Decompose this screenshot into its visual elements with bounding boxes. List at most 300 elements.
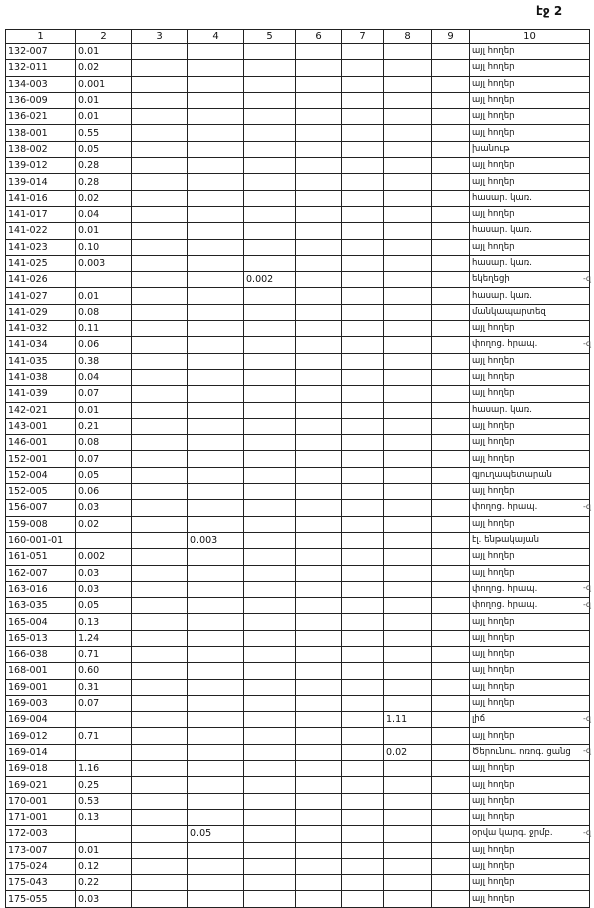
cell-col-7: [342, 386, 384, 402]
cell-col-8: [384, 809, 432, 825]
cell-col-6: [296, 418, 342, 434]
table-row: [6, 223, 590, 239]
cell-col-10: այլ հողեր: [470, 76, 590, 92]
cell-col-7: [342, 174, 384, 190]
column-header-5: 5: [244, 30, 296, 44]
cell-col-9: [432, 565, 470, 581]
cell-col-7: [342, 109, 384, 125]
cell-col-5: [244, 109, 296, 125]
table-row: [6, 695, 590, 711]
cell-col-2: 0.01: [76, 842, 132, 858]
cell-col-2: 0.25: [76, 777, 132, 793]
side-mark: -զ: [583, 827, 591, 837]
cell-col-9: [432, 337, 470, 353]
cell-col-1: 132-011: [6, 60, 76, 76]
cell-col-1: 173-007: [6, 842, 76, 858]
cell-col-3: [132, 500, 188, 516]
cell-col-8: [384, 255, 432, 271]
cell-col-2: 0.13: [76, 809, 132, 825]
cell-col-4: [188, 777, 244, 793]
cell-col-4: [188, 272, 244, 288]
cell-col-2: 0.01: [76, 109, 132, 125]
cell-col-1: 165-004: [6, 614, 76, 630]
cell-col-6: [296, 712, 342, 728]
cell-col-7: [342, 777, 384, 793]
cell-col-7: [342, 826, 384, 842]
cell-col-1: 160-001-01: [6, 532, 76, 548]
cell-col-9: [432, 304, 470, 320]
side-mark: -զ: [583, 583, 591, 593]
table-row: [6, 549, 590, 565]
cell-col-3: [132, 206, 188, 222]
cell-col-3: [132, 337, 188, 353]
cell-col-10: այլ հողեր: [470, 761, 590, 777]
table-row: [6, 353, 590, 369]
cell-col-5: [244, 418, 296, 434]
cell-col-7: [342, 451, 384, 467]
cell-col-2: 0.001: [76, 76, 132, 92]
cell-col-8: [384, 239, 432, 255]
cell-col-7: [342, 467, 384, 483]
cell-col-9: [432, 44, 470, 60]
cell-col-7: [342, 875, 384, 891]
cell-col-7: [342, 809, 384, 825]
cell-col-3: [132, 614, 188, 630]
table-row: [6, 44, 590, 60]
cell-col-5: [244, 467, 296, 483]
cell-col-7: [342, 532, 384, 548]
cell-col-8: [384, 272, 432, 288]
table-row: [6, 190, 590, 206]
cell-col-9: [432, 239, 470, 255]
cell-col-5: [244, 581, 296, 597]
cell-col-2: 0.04: [76, 206, 132, 222]
cell-col-1: 142-021: [6, 402, 76, 418]
cell-col-3: [132, 875, 188, 891]
cell-col-9: [432, 777, 470, 793]
cell-col-6: [296, 532, 342, 548]
cell-col-1: 143-001: [6, 418, 76, 434]
cell-col-7: [342, 500, 384, 516]
cell-col-8: [384, 141, 432, 157]
cell-col-10: այլ հողեր: [470, 679, 590, 695]
cell-col-4: [188, 337, 244, 353]
cell-col-4: [188, 484, 244, 500]
cell-col-3: [132, 141, 188, 157]
cell-col-1: 139-014: [6, 174, 76, 190]
cell-col-5: [244, 239, 296, 255]
cell-col-9: [432, 826, 470, 842]
cell-col-5: [244, 141, 296, 157]
cell-col-8: [384, 581, 432, 597]
cell-col-3: [132, 369, 188, 385]
cell-col-7: [342, 44, 384, 60]
cell-col-1: 161-051: [6, 549, 76, 565]
cell-col-6: [296, 614, 342, 630]
cell-col-5: [244, 516, 296, 532]
cell-col-3: [132, 435, 188, 451]
cell-col-10: այլ հողեր: [470, 875, 590, 891]
cell-col-9: [432, 679, 470, 695]
cell-col-6: [296, 369, 342, 385]
cell-col-9: [432, 663, 470, 679]
cell-col-9: [432, 484, 470, 500]
cell-col-9: [432, 125, 470, 141]
cell-col-10: հասար. կառ.: [470, 402, 590, 418]
cell-col-6: [296, 288, 342, 304]
cell-col-6: [296, 337, 342, 353]
cell-col-9: [432, 60, 470, 76]
cell-col-10: այլ հողեր: [470, 125, 590, 141]
cell-col-4: [188, 386, 244, 402]
cell-col-5: [244, 386, 296, 402]
cell-col-4: [188, 549, 244, 565]
cell-col-6: [296, 44, 342, 60]
cell-col-1: 141-032: [6, 321, 76, 337]
cell-col-8: [384, 467, 432, 483]
cell-col-3: [132, 386, 188, 402]
cell-col-5: [244, 809, 296, 825]
cell-col-8: [384, 386, 432, 402]
table-row: [6, 467, 590, 483]
cell-col-3: [132, 484, 188, 500]
cell-col-6: [296, 206, 342, 222]
cell-col-3: [132, 712, 188, 728]
cell-col-2: [76, 826, 132, 842]
cell-col-9: [432, 695, 470, 711]
cell-col-9: [432, 891, 470, 907]
cell-col-2: 0.03: [76, 581, 132, 597]
cell-col-1: 141-038: [6, 369, 76, 385]
cell-col-2: 0.07: [76, 695, 132, 711]
cell-col-2: 0.01: [76, 402, 132, 418]
cell-col-7: [342, 646, 384, 662]
cell-col-3: [132, 321, 188, 337]
cell-col-3: [132, 76, 188, 92]
cell-col-8: [384, 500, 432, 516]
column-header-9: 9: [432, 30, 470, 44]
cell-col-4: [188, 223, 244, 239]
cell-col-10: այլ հողեր: [470, 369, 590, 385]
cell-col-9: [432, 532, 470, 548]
cell-col-4: [188, 288, 244, 304]
cell-col-3: [132, 826, 188, 842]
cell-col-10: այլ հողեր: [470, 565, 590, 581]
cell-col-8: [384, 484, 432, 500]
cell-col-1: 156-007: [6, 500, 76, 516]
cell-col-6: [296, 125, 342, 141]
cell-col-5: [244, 223, 296, 239]
cell-col-8: [384, 369, 432, 385]
cell-col-10: այլ հողեր: [470, 158, 590, 174]
cell-col-7: [342, 761, 384, 777]
cell-col-8: [384, 223, 432, 239]
cell-col-4: [188, 630, 244, 646]
cell-col-8: [384, 76, 432, 92]
table-row: [6, 239, 590, 255]
cell-col-2: 0.21: [76, 418, 132, 434]
cell-col-4: [188, 451, 244, 467]
cell-col-4: [188, 174, 244, 190]
cell-col-10: այլ հողեր: [470, 435, 590, 451]
land-parcels-table: [5, 29, 590, 908]
side-mark: -զ: [583, 338, 591, 348]
cell-col-1: 159-008: [6, 516, 76, 532]
cell-col-6: [296, 809, 342, 825]
cell-col-7: [342, 858, 384, 874]
table-row: [6, 321, 590, 337]
cell-col-4: [188, 842, 244, 858]
cell-col-6: [296, 630, 342, 646]
cell-col-7: [342, 76, 384, 92]
cell-col-9: [432, 418, 470, 434]
cell-col-4: [188, 809, 244, 825]
cell-col-8: [384, 451, 432, 467]
table-row: [6, 76, 590, 92]
cell-col-7: [342, 516, 384, 532]
cell-col-8: 1.11: [384, 712, 432, 728]
cell-col-2: 0.28: [76, 158, 132, 174]
table-row: [6, 646, 590, 662]
cell-col-6: [296, 549, 342, 565]
cell-col-3: [132, 761, 188, 777]
cell-col-6: [296, 272, 342, 288]
cell-col-6: [296, 598, 342, 614]
cell-col-8: [384, 646, 432, 662]
cell-col-5: [244, 125, 296, 141]
cell-col-8: [384, 663, 432, 679]
cell-col-2: 0.02: [76, 516, 132, 532]
cell-col-5: [244, 337, 296, 353]
cell-col-7: [342, 712, 384, 728]
cell-col-5: [244, 255, 296, 271]
cell-col-1: 136-009: [6, 92, 76, 108]
cell-col-2: [76, 532, 132, 548]
cell-col-3: [132, 565, 188, 581]
cell-col-1: 141-027: [6, 288, 76, 304]
cell-col-2: 0.01: [76, 223, 132, 239]
cell-col-5: [244, 695, 296, 711]
cell-col-1: 152-001: [6, 451, 76, 467]
cell-col-10: այլ հողեր: [470, 109, 590, 125]
cell-col-3: [132, 190, 188, 206]
cell-col-2: 0.02: [76, 60, 132, 76]
cell-col-5: [244, 826, 296, 842]
table-row: [6, 272, 590, 288]
cell-col-5: [244, 630, 296, 646]
cell-col-2: 0.31: [76, 679, 132, 695]
cell-col-5: [244, 761, 296, 777]
cell-col-3: [132, 272, 188, 288]
cell-col-3: [132, 777, 188, 793]
cell-col-10: այլ հողեր: [470, 646, 590, 662]
table-row: [6, 288, 590, 304]
cell-col-9: [432, 386, 470, 402]
cell-col-6: [296, 858, 342, 874]
cell-col-6: [296, 467, 342, 483]
cell-col-10: այլ հողեր: [470, 614, 590, 630]
cell-col-10: փողոց. հրապ.: [470, 598, 590, 614]
cell-col-8: [384, 549, 432, 565]
cell-col-4: [188, 728, 244, 744]
cell-col-1: 132-007: [6, 44, 76, 60]
cell-col-5: [244, 288, 296, 304]
cell-col-3: [132, 809, 188, 825]
cell-col-6: [296, 484, 342, 500]
cell-col-4: [188, 255, 244, 271]
table-row: [6, 402, 590, 418]
cell-col-9: [432, 809, 470, 825]
cell-col-8: [384, 288, 432, 304]
side-mark: -զ: [583, 713, 591, 723]
cell-col-8: [384, 630, 432, 646]
cell-col-4: [188, 565, 244, 581]
cell-col-10: այլ հողեր: [470, 516, 590, 532]
cell-col-4: [188, 875, 244, 891]
table-row: [6, 337, 590, 353]
cell-col-10: այլ հողեր: [470, 695, 590, 711]
cell-col-10: հասար. կառ.: [470, 190, 590, 206]
cell-col-3: [132, 891, 188, 907]
cell-col-8: [384, 826, 432, 842]
cell-col-9: [432, 158, 470, 174]
page-number: էջ 2: [536, 4, 563, 18]
cell-col-9: [432, 288, 470, 304]
cell-col-8: [384, 435, 432, 451]
cell-col-1: 141-039: [6, 386, 76, 402]
table-row: [6, 614, 590, 630]
cell-col-1: 141-029: [6, 304, 76, 320]
cell-col-9: [432, 76, 470, 92]
table-row: [6, 581, 590, 597]
cell-col-1: 141-022: [6, 223, 76, 239]
cell-col-8: [384, 402, 432, 418]
cell-col-2: 0.01: [76, 92, 132, 108]
cell-col-2: 0.02: [76, 190, 132, 206]
cell-col-9: [432, 255, 470, 271]
cell-col-9: [432, 744, 470, 760]
cell-col-2: 0.71: [76, 728, 132, 744]
cell-col-6: [296, 875, 342, 891]
table-row: [6, 109, 590, 125]
cell-col-2: 0.002: [76, 549, 132, 565]
cell-col-10: Ծերունու. ոռոգ. ցանց: [470, 744, 590, 760]
cell-col-9: [432, 728, 470, 744]
cell-col-7: [342, 190, 384, 206]
cell-col-1: 134-003: [6, 76, 76, 92]
cell-col-5: [244, 646, 296, 662]
cell-col-1: 152-005: [6, 484, 76, 500]
cell-col-6: [296, 728, 342, 744]
cell-col-8: [384, 337, 432, 353]
cell-col-9: [432, 321, 470, 337]
cell-col-4: [188, 467, 244, 483]
cell-col-3: [132, 402, 188, 418]
cell-col-5: [244, 793, 296, 809]
table-row: [6, 60, 590, 76]
cell-col-2: 0.03: [76, 565, 132, 581]
cell-col-6: [296, 663, 342, 679]
cell-col-6: [296, 777, 342, 793]
cell-col-4: [188, 679, 244, 695]
cell-col-2: 0.55: [76, 125, 132, 141]
cell-col-10: խանութ: [470, 141, 590, 157]
cell-col-5: [244, 712, 296, 728]
cell-col-10: գյուղապետարան: [470, 467, 590, 483]
cell-col-2: 0.03: [76, 891, 132, 907]
cell-col-6: [296, 695, 342, 711]
table-row: [6, 793, 590, 809]
cell-col-3: [132, 842, 188, 858]
table-row: [6, 435, 590, 451]
cell-col-2: 0.13: [76, 614, 132, 630]
cell-col-2: 0.05: [76, 598, 132, 614]
cell-col-7: [342, 223, 384, 239]
cell-col-5: [244, 369, 296, 385]
cell-col-3: [132, 174, 188, 190]
cell-col-10: հասար. կառ.: [470, 288, 590, 304]
cell-col-4: [188, 858, 244, 874]
table-row: [6, 125, 590, 141]
cell-col-6: [296, 451, 342, 467]
cell-col-5: [244, 321, 296, 337]
cell-col-2: 0.12: [76, 858, 132, 874]
cell-col-1: 175-055: [6, 891, 76, 907]
cell-col-3: [132, 467, 188, 483]
cell-col-3: [132, 92, 188, 108]
cell-col-2: 1.24: [76, 630, 132, 646]
cell-col-1: 175-024: [6, 858, 76, 874]
cell-col-9: [432, 206, 470, 222]
cell-col-3: [132, 44, 188, 60]
cell-col-9: [432, 581, 470, 597]
table-row: [6, 418, 590, 434]
table-body: [6, 44, 590, 908]
cell-col-1: 139-012: [6, 158, 76, 174]
cell-col-4: [188, 614, 244, 630]
cell-col-2: 0.28: [76, 174, 132, 190]
side-mark: -զ: [583, 746, 591, 756]
cell-col-2: 0.07: [76, 451, 132, 467]
cell-col-5: [244, 190, 296, 206]
cell-col-10: փողոց. հրապ.: [470, 500, 590, 516]
cell-col-1: 169-004: [6, 712, 76, 728]
column-header-7: 7: [342, 30, 384, 44]
cell-col-1: 162-007: [6, 565, 76, 581]
cell-col-3: [132, 418, 188, 434]
cell-col-8: [384, 532, 432, 548]
table-row: [6, 809, 590, 825]
cell-col-4: [188, 646, 244, 662]
cell-col-3: [132, 451, 188, 467]
cell-col-5: [244, 435, 296, 451]
cell-col-3: [132, 630, 188, 646]
cell-col-6: [296, 516, 342, 532]
cell-col-9: [432, 858, 470, 874]
cell-col-3: [132, 60, 188, 76]
cell-col-1: 138-002: [6, 141, 76, 157]
cell-col-3: [132, 304, 188, 320]
cell-col-9: [432, 646, 470, 662]
cell-col-1: 146-001: [6, 435, 76, 451]
cell-col-10: այլ հողեր: [470, 451, 590, 467]
table-row: [6, 761, 590, 777]
cell-col-7: [342, 891, 384, 907]
cell-col-1: 141-026: [6, 272, 76, 288]
cell-col-4: [188, 190, 244, 206]
cell-col-5: [244, 402, 296, 418]
cell-col-5: [244, 842, 296, 858]
